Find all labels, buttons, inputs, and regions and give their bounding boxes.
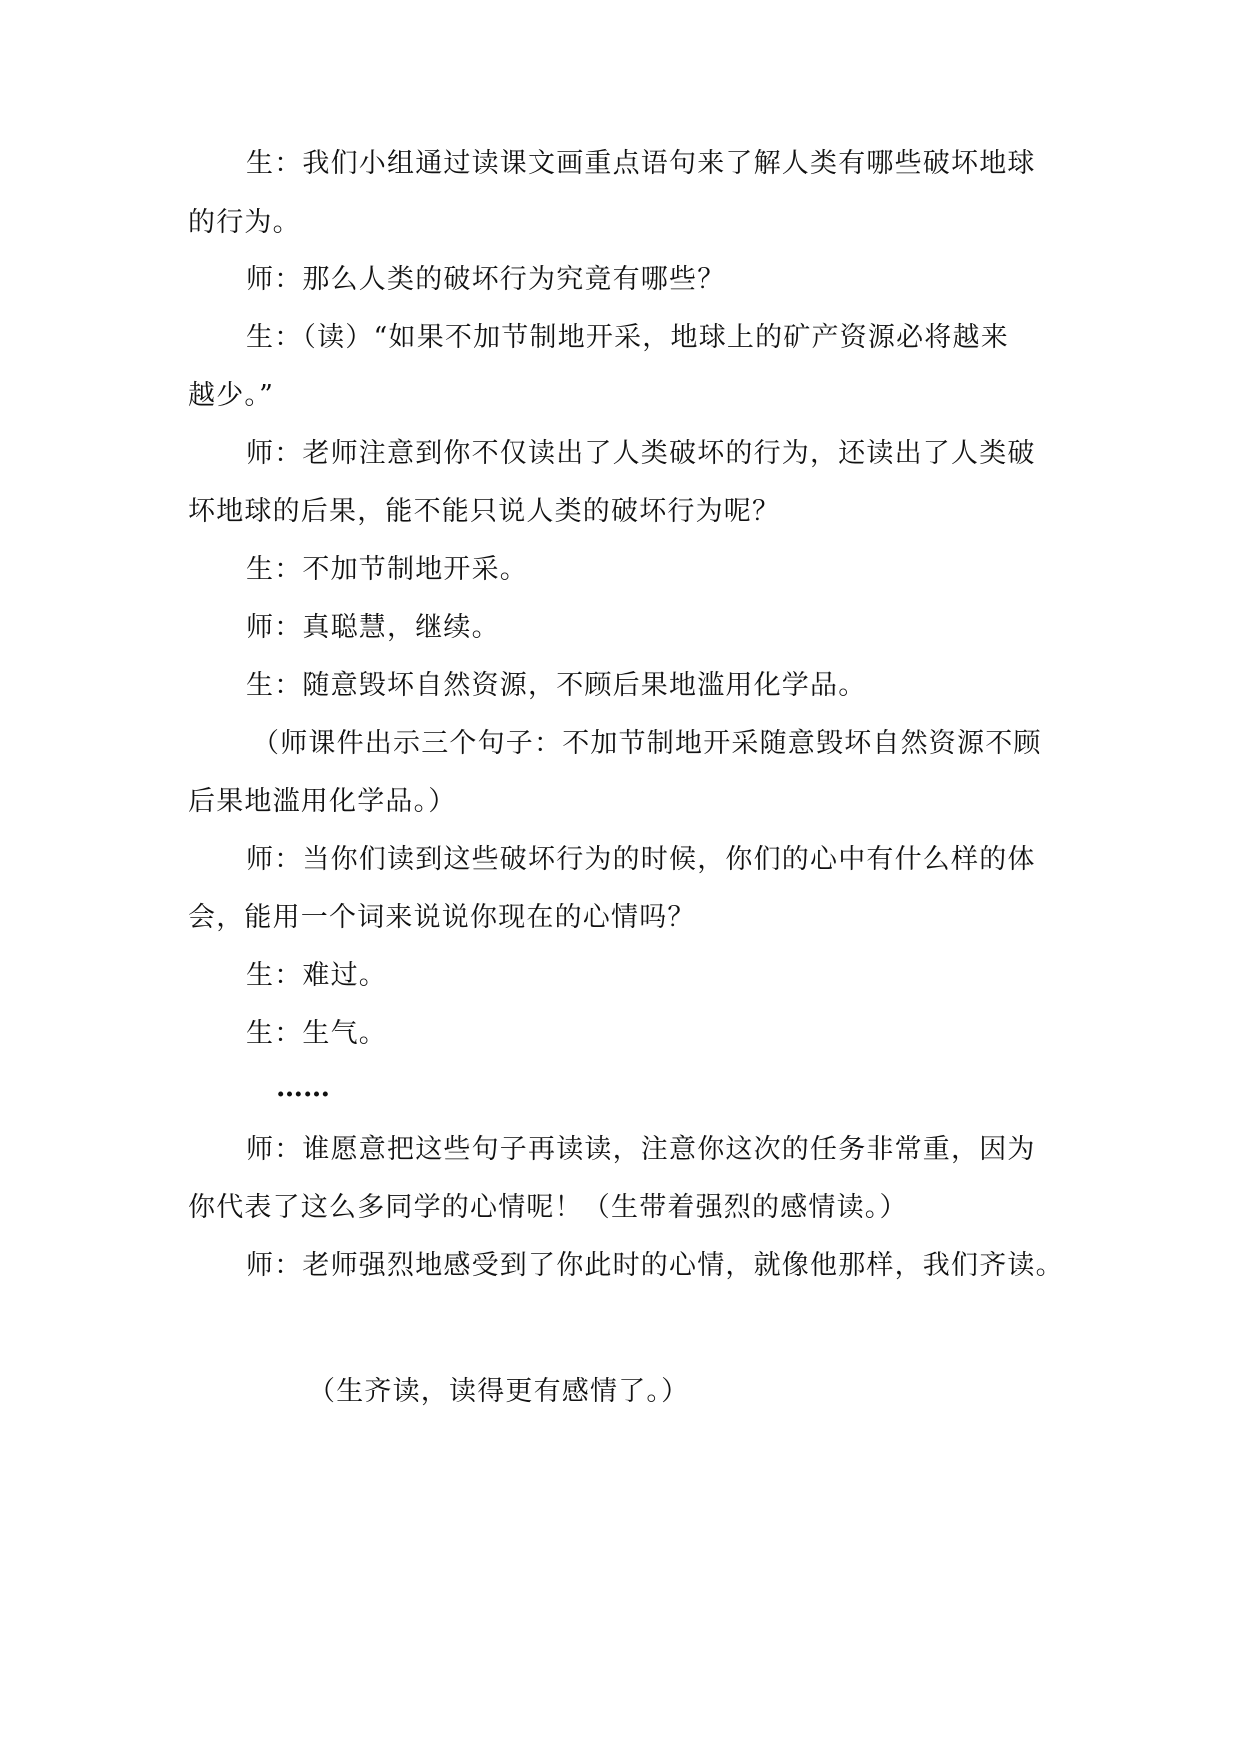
text-line: （生齐读，读得更有感情了。） — [308, 1376, 690, 1407]
text-line: 生：难过。 — [246, 960, 387, 991]
text-line: 你代表了这么多同学的心情呢！（生带着强烈的感情读。） — [188, 1192, 908, 1223]
text-line: 师：老师注意到你不仅读出了人类破坏的行为，还读出了人类破 — [246, 438, 1036, 469]
text-line: 生：不加节制地开采。 — [246, 554, 528, 585]
text-line: 生：（读）“如果不加节制地开采，地球上的矿产资源必将越来 — [246, 322, 1009, 353]
text-line: 坏地球的后果，能不能只说人类的破坏行为呢？ — [188, 496, 781, 527]
text-line: 会，能用一个词来说说你现在的心情吗？ — [188, 902, 696, 933]
text-line: 师：当你们读到这些破坏行为的时候，你们的心中有什么样的体 — [246, 844, 1036, 875]
text-line: （师课件出示三个句子：不加节制地开采随意毁坏自然资源不顾 — [252, 728, 1042, 759]
text-line: 师：真聪慧，继续。 — [246, 612, 500, 643]
text-line: 生：我们小组通过读课文画重点语句来了解人类有哪些破坏地球 — [246, 148, 1036, 179]
text-line: 师：谁愿意把这些句子再读读，注意你这次的任务非常重，因为 — [246, 1134, 1036, 1165]
text-line: 越少。” — [188, 380, 275, 411]
text-line: 生：生气。 — [246, 1018, 387, 1049]
text-line: 生：随意毁坏自然资源，不顾后果地滥用化学品。 — [246, 670, 867, 701]
text-line: 后果地滥用化学品。） — [188, 786, 457, 817]
text-line: 的行为。 — [188, 207, 301, 238]
text-line: 师：那么人类的破坏行为究竟有哪些？ — [246, 264, 726, 295]
text-line: 师：老师强烈地感受到了你此时的心情，就像他那样，我们齐读。 — [246, 1250, 1064, 1281]
ellipsis: …… — [276, 1072, 330, 1103]
